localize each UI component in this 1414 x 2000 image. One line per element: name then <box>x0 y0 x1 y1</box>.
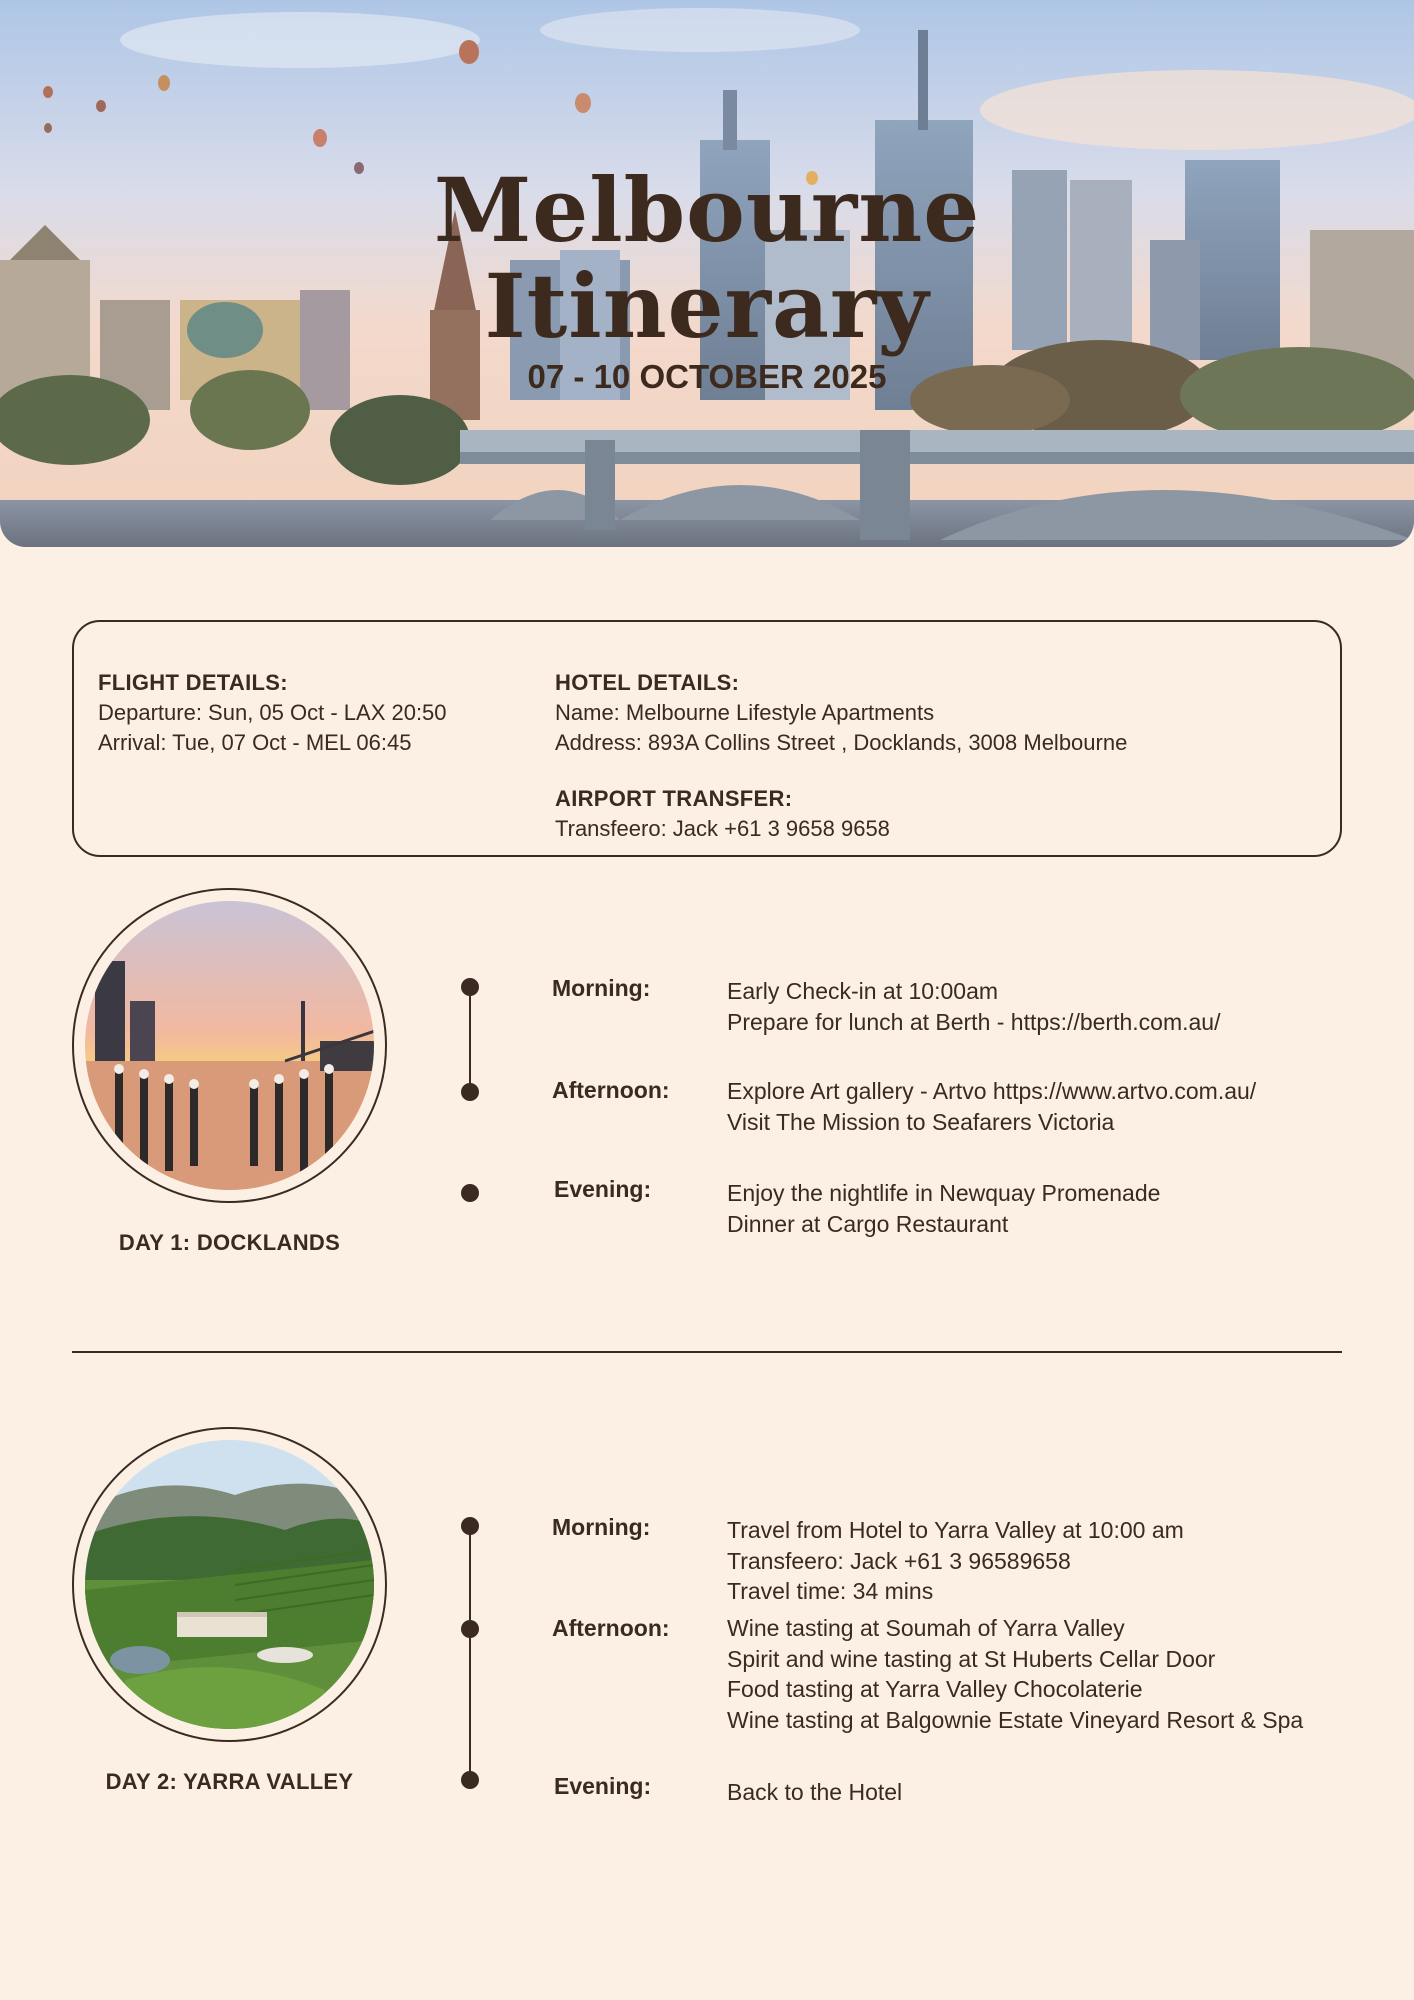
activity-item: Transfeero: Jack +61 3 96589658 <box>727 1547 1071 1574</box>
day-1-afternoon-label: Afternoon: <box>552 1077 670 1103</box>
day-1-evening-activities <box>727 1178 1387 1239</box>
day-2-morning-activities <box>727 1515 1387 1607</box>
yarra-valley-vineyard-image <box>85 1440 374 1729</box>
activity-item: Early Check-in at 10:00am <box>727 978 999 1004</box>
day-1-photo-frame <box>72 888 387 1203</box>
activity-item: Explore Art gallery - Artvo https://www.artvo.com.au/ <box>727 1078 1257 1104</box>
day-2-morning-marker <box>461 1517 479 1535</box>
hotel-name: Name: Melbourne Lifestyle Apartments <box>555 700 935 725</box>
activity-item: Visit The Mission to Seafarers Victoria <box>727 1108 1115 1135</box>
activity-item: Wine tasting at Balgownie Estate Vineyard Resort & Spa <box>727 1706 1304 1733</box>
hotel-address: Address: 893A Collins Street , Docklands, 3008 Melbourne <box>555 730 1128 755</box>
day-1-afternoon-activities <box>727 1076 1387 1137</box>
activity-item: Wine tasting at Soumah of Yarra Valley <box>727 1615 1125 1641</box>
day-2-afternoon-marker <box>461 1620 479 1638</box>
docklands-photo <box>85 901 374 1190</box>
trip-dates: 07 - 10 OCTOBER 2025 <box>527 358 887 395</box>
activity-item: Enjoy the nightlife in Newquay Promenade <box>727 1180 1161 1206</box>
title-line-2: Itinerary <box>484 254 930 358</box>
yarra-valley-photo <box>85 1440 374 1729</box>
hero-banner <box>0 0 1414 547</box>
flight-arrival: Arrival: Tue, 07 Oct - MEL 06:45 <box>98 730 412 755</box>
day-2-photo-frame <box>72 1427 387 1742</box>
day-2-evening-marker <box>461 1771 479 1789</box>
travel-details-box <box>72 620 1342 857</box>
activity-item: Prepare for lunch at Berth - https://berth.com.au/ <box>727 1008 1221 1035</box>
hotel-and-transfer-details <box>555 668 1127 844</box>
day-1-evening-marker <box>461 1184 479 1202</box>
page-title <box>0 158 1414 358</box>
flight-departure: Departure: Sun, 05 Oct - LAX 20:50 <box>98 700 447 725</box>
day-2-timeline <box>469 1526 471 1779</box>
flight-details <box>98 668 447 758</box>
activity-item: Spirit and wine tasting at St Huberts Cellar Door <box>727 1645 1216 1672</box>
title-line-1: Melbourne <box>433 158 981 262</box>
airport-transfer-heading: AIRPORT TRANSFER: <box>555 786 793 811</box>
day-1-afternoon-marker <box>461 1083 479 1101</box>
activity-item: Dinner at Cargo Restaurant <box>727 1210 1009 1237</box>
activity-item: Back to the Hotel <box>727 1779 903 1805</box>
airport-transfer-contact: Transfeero: Jack +61 3 9658 9658 <box>555 816 890 841</box>
section-divider <box>72 1351 1342 1353</box>
day-1-morning-label: Morning: <box>552 975 651 1001</box>
day-2-morning-label: Morning: <box>552 1514 651 1540</box>
day-1-morning-marker <box>461 978 479 996</box>
activity-item: Food tasting at Yarra Valley Chocolaterie <box>727 1676 1143 1702</box>
activity-item: Travel time: 34 mins <box>727 1578 934 1604</box>
day-2-label: DAY 2: YARRA VALLEY <box>105 1769 354 1794</box>
day-1-morning-activities <box>727 976 1387 1037</box>
docklands-harbour-image <box>85 901 374 1190</box>
day-1-timeline <box>469 987 471 1089</box>
day-2-afternoon-label: Afternoon: <box>552 1615 670 1641</box>
day-1-label: DAY 1: DOCKLANDS <box>118 1230 341 1255</box>
flight-details-heading: FLIGHT DETAILS: <box>98 670 288 695</box>
day-2-afternoon-activities <box>727 1613 1367 1735</box>
activity-item: Travel from Hotel to Yarra Valley at 10:00 am <box>727 1517 1184 1543</box>
day-2-evening-activities <box>727 1777 1387 1808</box>
day-1-evening-label: Evening: <box>554 1176 652 1202</box>
day-2-evening-label: Evening: <box>554 1773 652 1799</box>
hotel-details-heading: HOTEL DETAILS: <box>555 670 740 695</box>
